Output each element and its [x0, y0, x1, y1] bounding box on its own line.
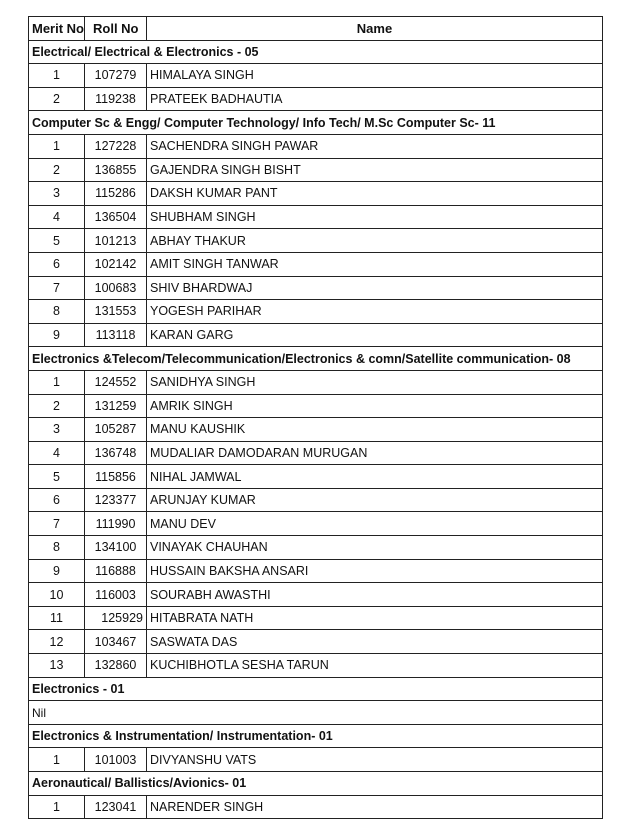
roll-no-cell: 119238	[85, 87, 147, 111]
name-header: Name	[147, 17, 603, 41]
roll-no-cell: 101213	[85, 229, 147, 253]
section-title: Electronics &Telecom/Telecommunication/Electronics & comn/Satellite communication- 08	[29, 347, 603, 371]
name-cell: HIMALAYA SINGH	[147, 64, 603, 88]
merit-no-cell: 1	[29, 370, 85, 394]
name-cell: HUSSAIN BAKSHA ANSARI	[147, 559, 603, 583]
merit-no-cell: 8	[29, 300, 85, 324]
roll-no-cell: 136748	[85, 441, 147, 465]
roll-no-cell: 115856	[85, 465, 147, 489]
name-cell: MUDALIAR DAMODARAN MURUGAN	[147, 441, 603, 465]
name-cell: KARAN GARG	[147, 323, 603, 347]
name-cell: KUCHIBHOTLA SESHA TARUN	[147, 654, 603, 678]
merit-no-cell: 13	[29, 654, 85, 678]
section-title: Aeronautical/ Ballistics/Avionics- 01	[29, 772, 603, 796]
table-row	[29, 441, 603, 465]
merit-no-cell: 1	[29, 134, 85, 158]
roll-no-cell: 136855	[85, 158, 147, 182]
name-cell: HITABRATA NATH	[147, 606, 603, 630]
merit-no-cell: 2	[29, 87, 85, 111]
header-row	[29, 17, 603, 41]
table-row	[29, 748, 603, 772]
name-cell: PRATEEK BADHAUTIA	[147, 87, 603, 111]
table-body	[29, 40, 603, 819]
section-header-row	[29, 772, 603, 796]
name-cell: NIHAL JAMWAL	[147, 465, 603, 489]
roll-no-cell: 107279	[85, 64, 147, 88]
name-cell: DIVYANSHU VATS	[147, 748, 603, 772]
roll-no-cell: 116003	[85, 583, 147, 607]
name-cell: SASWATA DAS	[147, 630, 603, 654]
name-cell: MANU DEV	[147, 512, 603, 536]
table-row	[29, 182, 603, 206]
merit-no-cell: 12	[29, 630, 85, 654]
table-row	[29, 158, 603, 182]
name-cell: VINAYAK CHAUHAN	[147, 536, 603, 560]
merit-no-cell: 4	[29, 441, 85, 465]
name-cell: ABHAY THAKUR	[147, 229, 603, 253]
name-cell: SHUBHAM SINGH	[147, 205, 603, 229]
table-row	[29, 795, 603, 819]
name-cell: MANU KAUSHIK	[147, 418, 603, 442]
merit-no-cell: 1	[29, 748, 85, 772]
merit-no-cell: 9	[29, 559, 85, 583]
name-cell: SACHENDRA SINGH PAWAR	[147, 134, 603, 158]
table-row	[29, 205, 603, 229]
roll-no-header: Roll No	[85, 17, 147, 41]
roll-no-cell: 125929	[85, 606, 147, 630]
section-note: Nil	[29, 701, 603, 725]
merit-no-cell: 3	[29, 418, 85, 442]
name-cell: ARUNJAY KUMAR	[147, 488, 603, 512]
merit-no-cell: 5	[29, 465, 85, 489]
table-row	[29, 488, 603, 512]
roll-no-cell: 103467	[85, 630, 147, 654]
table-row	[29, 87, 603, 111]
table-row	[29, 512, 603, 536]
section-header-row	[29, 111, 603, 135]
merit-no-cell: 7	[29, 276, 85, 300]
table-row	[29, 583, 603, 607]
table-row	[29, 394, 603, 418]
roll-no-cell: 111990	[85, 512, 147, 536]
name-cell: YOGESH PARIHAR	[147, 300, 603, 324]
merit-no-cell: 6	[29, 488, 85, 512]
merit-no-cell: 9	[29, 323, 85, 347]
name-cell: AMRIK SINGH	[147, 394, 603, 418]
name-cell: SOURABH AWASTHI	[147, 583, 603, 607]
roll-no-cell: 100683	[85, 276, 147, 300]
roll-no-cell: 116888	[85, 559, 147, 583]
section-note-row	[29, 701, 603, 725]
merit-no-cell: 7	[29, 512, 85, 536]
table-row	[29, 252, 603, 276]
merit-no-cell: 5	[29, 229, 85, 253]
table-row	[29, 630, 603, 654]
roll-no-cell: 134100	[85, 536, 147, 560]
roll-no-cell: 115286	[85, 182, 147, 206]
table-row	[29, 654, 603, 678]
table-row	[29, 559, 603, 583]
roll-no-cell: 127228	[85, 134, 147, 158]
section-title: Electronics - 01	[29, 677, 603, 701]
section-header-row	[29, 677, 603, 701]
section-header-row	[29, 40, 603, 64]
merit-no-cell: 2	[29, 158, 85, 182]
roll-no-cell: 105287	[85, 418, 147, 442]
table-row	[29, 300, 603, 324]
roll-no-cell: 136504	[85, 205, 147, 229]
roll-no-cell: 124552	[85, 370, 147, 394]
merit-no-cell: 11	[29, 606, 85, 630]
merit-list-table	[28, 16, 603, 819]
section-header-row	[29, 347, 603, 371]
roll-no-cell: 131259	[85, 394, 147, 418]
table-row	[29, 134, 603, 158]
merit-no-cell: 8	[29, 536, 85, 560]
name-cell: AMIT SINGH TANWAR	[147, 252, 603, 276]
section-title: Electrical/ Electrical & Electronics - 05	[29, 40, 603, 64]
merit-no-cell: 1	[29, 795, 85, 819]
name-cell: SANIDHYA SINGH	[147, 370, 603, 394]
roll-no-cell: 131553	[85, 300, 147, 324]
name-cell: DAKSH KUMAR PANT	[147, 182, 603, 206]
table-row	[29, 418, 603, 442]
merit-no-cell: 2	[29, 394, 85, 418]
table-row	[29, 229, 603, 253]
name-cell: NARENDER SINGH	[147, 795, 603, 819]
roll-no-cell: 113118	[85, 323, 147, 347]
section-title: Computer Sc & Engg/ Computer Technology/ Info Tech/ M.Sc Computer Sc- 11	[29, 111, 603, 135]
merit-no-cell: 10	[29, 583, 85, 607]
table-row	[29, 276, 603, 300]
name-cell: GAJENDRA SINGH BISHT	[147, 158, 603, 182]
section-header-row	[29, 724, 603, 748]
table-row	[29, 323, 603, 347]
table-row	[29, 536, 603, 560]
roll-no-cell: 123377	[85, 488, 147, 512]
roll-no-cell: 101003	[85, 748, 147, 772]
table-row	[29, 465, 603, 489]
merit-no-cell: 4	[29, 205, 85, 229]
roll-no-cell: 132860	[85, 654, 147, 678]
merit-no-cell: 1	[29, 64, 85, 88]
section-title: Electronics & Instrumentation/ Instrumentation- 01	[29, 724, 603, 748]
merit-no-header: Merit No	[29, 17, 85, 41]
roll-no-cell: 123041	[85, 795, 147, 819]
table-row	[29, 64, 603, 88]
roll-no-cell: 102142	[85, 252, 147, 276]
table-row	[29, 370, 603, 394]
merit-no-cell: 6	[29, 252, 85, 276]
merit-no-cell: 3	[29, 182, 85, 206]
name-cell: SHIV BHARDWAJ	[147, 276, 603, 300]
table-row	[29, 606, 603, 630]
